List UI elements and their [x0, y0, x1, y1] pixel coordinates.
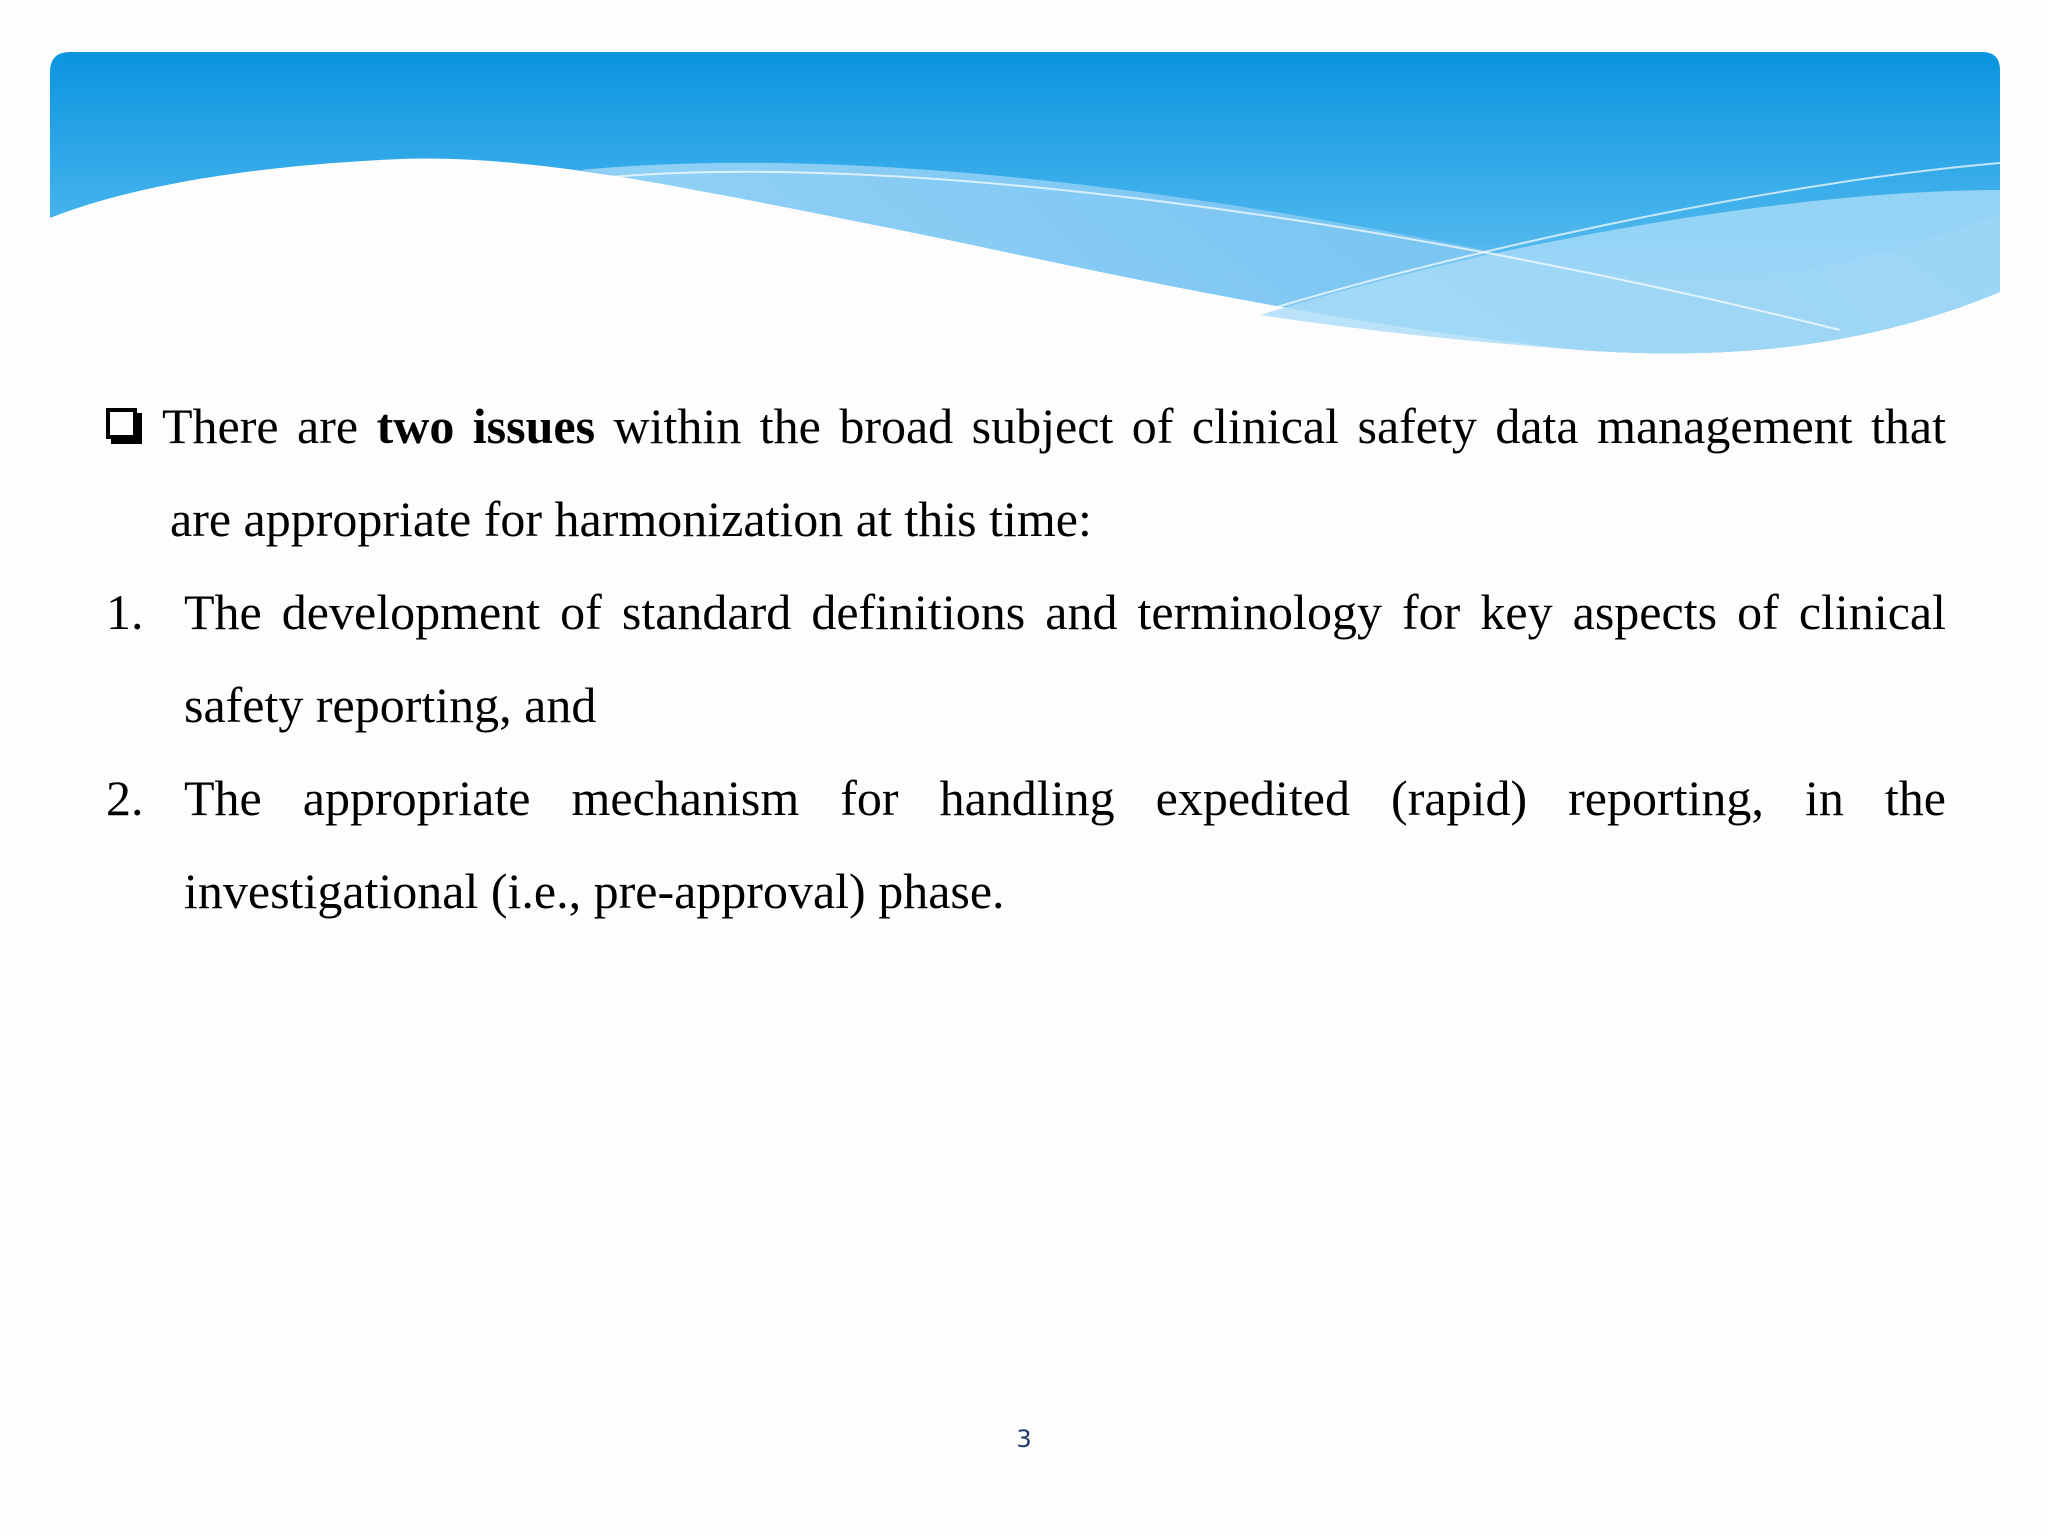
list-item-1	[106, 566, 1946, 659]
list-number-2: 2.	[106, 770, 144, 826]
checkbox-bullet-icon	[106, 408, 137, 439]
header-wave-banner	[0, 0, 2048, 360]
intro-continuation: are appropriate for harmonization at this time:	[170, 491, 1092, 547]
list-item-1-line1: The development of standard definitions and terminology for key aspects of clinical	[184, 584, 1946, 640]
intro-bullet-line	[106, 380, 1946, 473]
page-number: 3	[1016, 1425, 1032, 1453]
list-item-2-line2: investigational (i.e., pre-approval) phase.	[184, 863, 1005, 919]
list-item-2-line1: The appropriate mechanism for handling expedited (rapid) reporting, in the	[184, 770, 1946, 826]
list-number-1: 1.	[106, 584, 144, 640]
slide-body	[106, 380, 1946, 938]
list-item-1-line2: safety reporting, and	[184, 677, 597, 733]
intro-bold-text: two issues	[376, 398, 596, 454]
list-item-2	[106, 752, 1946, 845]
intro-text: There are two issues within the broad subject of clinical safety data management that	[162, 398, 1946, 454]
